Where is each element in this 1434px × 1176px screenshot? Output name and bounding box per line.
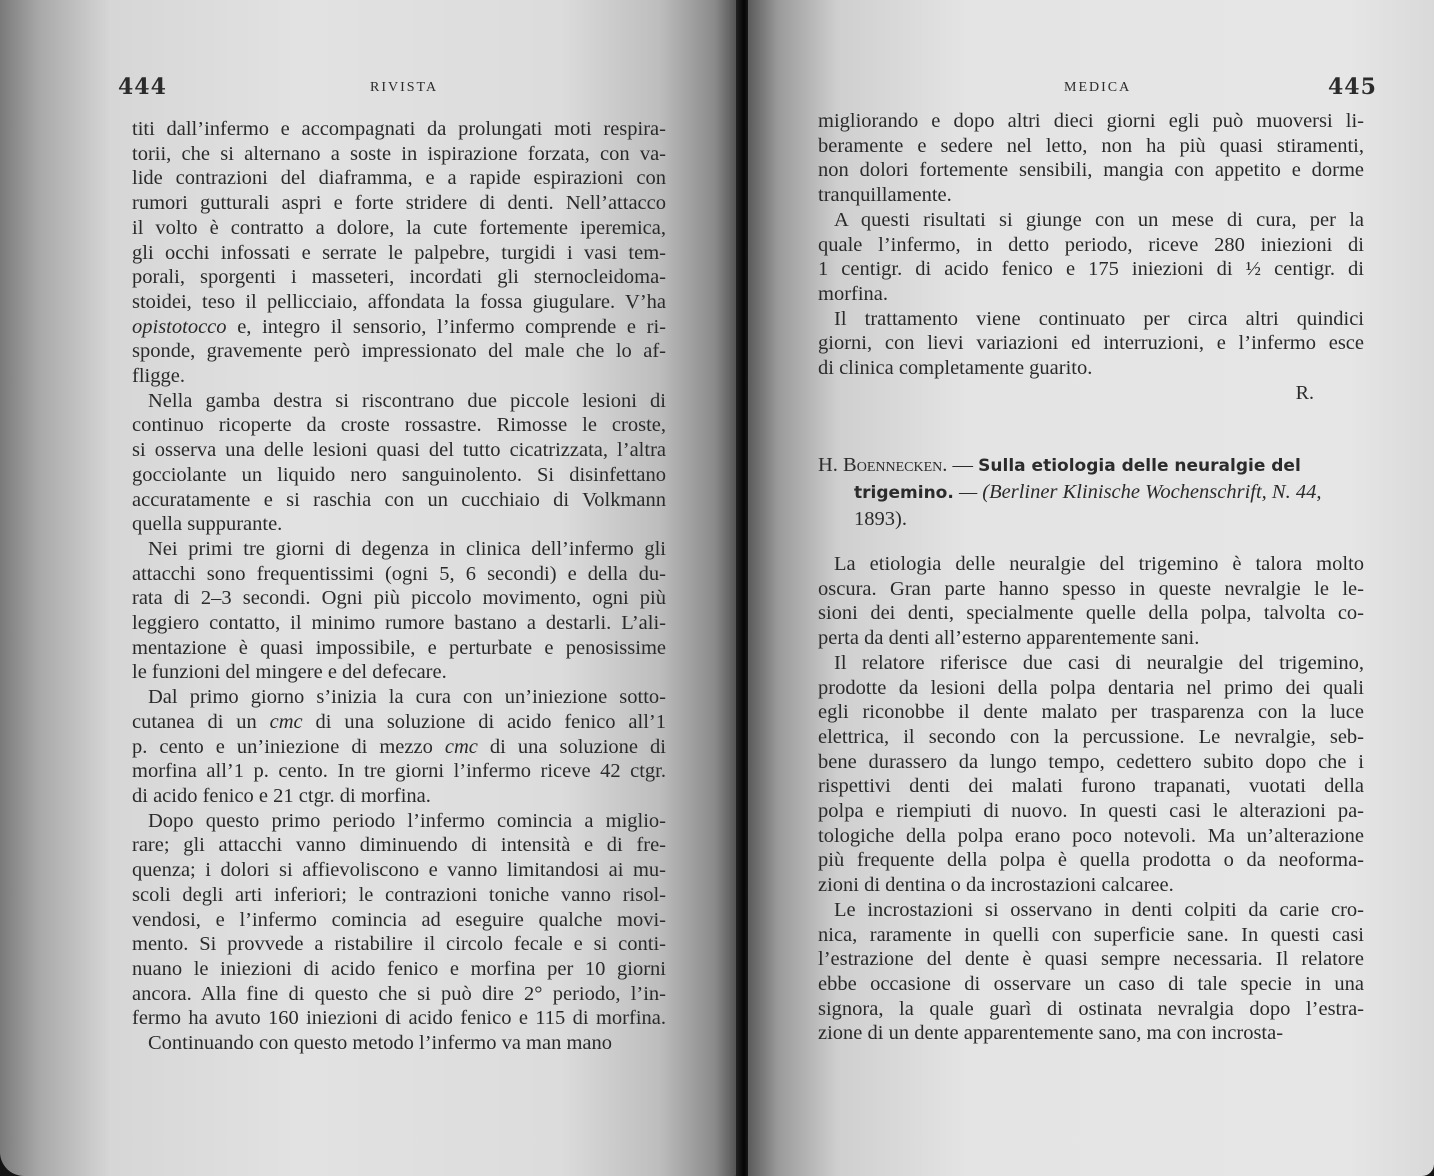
text-line: bene durassero da lungo tempo, cedettero subito dopo che i bbox=[818, 750, 1364, 773]
text-line: titi dall’infermo e accompagnati da prolungati moti respira- bbox=[132, 118, 666, 140]
running-head-left: RIVISTA bbox=[370, 80, 439, 95]
text-line: porali, sporgenti i masseteri, incordati gli sternocleidoma- bbox=[132, 266, 666, 289]
text-line: mentazione è quasi impossibile, e perturbate e penosissime bbox=[132, 636, 666, 659]
text-line: l’estrazione del dente è quasi sempre necessaria. Il relatore bbox=[818, 948, 1364, 971]
text-line: gocciolante un liquido nero sanguinolento. Si disinfettano bbox=[132, 463, 666, 486]
reference-line-2 bbox=[818, 479, 1364, 506]
text-line: signora, la quale guarì di ostinata nevralgia dopo l’estra- bbox=[818, 997, 1364, 1020]
text-line: opistotocco e, integro il sensorio, l’infermo comprende e ri- bbox=[132, 315, 666, 338]
reference-title-part2: trigemino. bbox=[854, 483, 954, 503]
text-line: non dolori fortemente sensibili, mangia con appetito e dorme bbox=[818, 159, 1364, 182]
text-line: zioni di dentina o da incrostazioni calcaree. bbox=[818, 874, 1174, 897]
text-line: nica, raramente in quelli con superficie sane. In questi casi bbox=[818, 923, 1364, 946]
text-line: rare; gli attacchi vanno diminuendo di intensità e di fre- bbox=[132, 834, 666, 857]
text-line: tologiche della polpa erano poco notevoli. Ma un’alterazione bbox=[818, 824, 1364, 847]
text-line: di clinica completamente guarito. bbox=[818, 357, 1093, 380]
text-line: zione di un dente apparentemente sano, ma con incrosta- bbox=[818, 1022, 1284, 1045]
text-line: ancora. Alla fine di questo che si può dire 2° periodo, l’in- bbox=[132, 982, 666, 1005]
running-head-right: MEDICA bbox=[1064, 80, 1132, 95]
right-body-text bbox=[818, 552, 1364, 1046]
reference-title-part1: Sulla etiologia delle neuralgie del bbox=[978, 456, 1301, 476]
text-line: beramente e sedere nel letto, non ha più quasi stiramenti, bbox=[818, 134, 1364, 157]
text-line: vendosi, e l’infermo comincia ad eseguire qualche movi- bbox=[132, 908, 666, 931]
reference-year: 1893). bbox=[854, 508, 907, 530]
text-line: fermo ha avuto 160 iniezioni di acido fenico e 115 di morfina. bbox=[132, 1007, 666, 1030]
text-line: fligge. bbox=[132, 365, 185, 388]
text-line: egli riconobbe il dente malato per trasparenza con la luce bbox=[818, 701, 1364, 724]
text-line: Il relatore riferisce due casi di neuralgie del trigemino, bbox=[834, 651, 1364, 674]
left-body-text bbox=[132, 117, 666, 1056]
text-line: Le incrostazioni si osservano in denti colpiti da carie cro- bbox=[834, 898, 1364, 921]
text-line: quella suppurante. bbox=[132, 513, 283, 536]
text-line: Il trattamento viene continuato per circa altri quindici bbox=[834, 307, 1364, 330]
text-line: Dopo questo primo periodo l’infermo comincia a miglio- bbox=[148, 809, 666, 832]
text-line: elettrica, il secondo con la percussione. Le nevralgie, seb- bbox=[818, 725, 1364, 748]
signature: R. bbox=[1295, 382, 1314, 404]
text-line: nuano le iniezioni di acido fenico e morfina per 10 giorni bbox=[132, 957, 666, 980]
text-line: scoli degli arti inferiori; le contrazioni toniche vanno risol- bbox=[132, 883, 666, 906]
text-line: 1 centigr. di acido fenico e 175 iniezioni di ½ centigr. di bbox=[818, 258, 1364, 281]
text-line: quenza; i dolori si affievoliscono e vanno limitandosi ai mu- bbox=[132, 859, 666, 882]
text-line: Nella gamba destra si riscontrano due piccole lesioni di bbox=[148, 389, 666, 412]
text-line: accuratamente e si raschia con un cucchiaio di Volkmann bbox=[132, 488, 666, 511]
text-line: Dal primo giorno s’inizia la cura con un’iniezione sotto- bbox=[148, 686, 666, 709]
article-reference bbox=[818, 452, 1364, 532]
text-line: A questi risultati si giunge con un mese di cura, per la bbox=[834, 208, 1364, 231]
text-line: Nei primi tre giorni di degenza in clinica dell’infermo gli bbox=[148, 537, 666, 560]
text-line: morfina all’1 p. cento. In tre giorni l’infermo riceve 42 ctgr. bbox=[132, 760, 666, 783]
text-line: prodotte da lesioni della polpa dentaria nel primo dei quali bbox=[818, 676, 1364, 699]
right-page bbox=[748, 0, 1434, 1176]
text-line: attacchi sono frequentissimi (ogni 5, 6 secondi) e della du- bbox=[132, 562, 666, 585]
text-line: rispettivi denti dei malati furono trapanati, vuotati della bbox=[818, 775, 1364, 798]
text-line: di acido fenico e 21 ctgr. di morfina. bbox=[132, 784, 431, 807]
text-line: il volto è contratto a dolore, la cute fortemente iperemica, bbox=[132, 216, 666, 239]
text-line: torii, che si alternano a soste in ispirazione forzata, con va- bbox=[132, 142, 666, 165]
text-line: polpa e riempiuti di nuovo. In questi casi le alterazioni pa- bbox=[818, 800, 1364, 823]
text-line: stoidei, teso il pellicciaio, affondata la fossa giugulare. V’ha bbox=[132, 290, 666, 313]
text-line: sioni dei denti, specialmente quelle della polpa, talvolta co- bbox=[818, 602, 1364, 625]
text-line: oscura. Gran parte hanno spesso in queste nevralgie le le- bbox=[818, 577, 1364, 600]
text-line: morfina. bbox=[818, 282, 889, 305]
text-line: La etiologia delle neuralgie del trigemino è talora molto bbox=[834, 553, 1364, 575]
text-line: ebbe occasione di osservare un caso di tale specie in una bbox=[818, 972, 1364, 995]
text-line: gli occhi infossati e serrate le palpebre, turgidi i vasi tem- bbox=[132, 241, 666, 264]
reference-source: — (Berliner Klinische Wochenschrift, N. 44, bbox=[953, 481, 1322, 503]
text-line: Continuando con questo metodo l’infermo va man mano bbox=[148, 1032, 613, 1055]
text-line: sponde, gravemente però impressionato del male che lo af- bbox=[132, 340, 666, 363]
text-line: rumori gutturali aspri e forte stridere di denti. Nell’attacco bbox=[132, 192, 666, 215]
right-top-text bbox=[818, 109, 1364, 381]
page-number-left: 444 bbox=[118, 74, 167, 100]
text-line: cutanea di un cmc di una soluzione di acido fenico all’1 bbox=[132, 710, 666, 733]
text-line: rata di 2–3 secondi. Ogni più piccolo movimento, ogni più bbox=[132, 587, 666, 610]
text-line: quale l’infermo, in detto periodo, riceve 280 iniezioni di bbox=[818, 233, 1364, 256]
text-line: continuo ricoperte da croste rossastre. Rimosse le croste, bbox=[132, 414, 666, 437]
text-line: tranquillamente. bbox=[818, 184, 952, 207]
text-line: p. cento e un’iniezione di mezzo cmc di una soluzione di bbox=[132, 735, 666, 758]
reference-author: H. Boennecken. — bbox=[818, 454, 979, 476]
text-line: mento. Si provvede a ristabilire il circolo fecale e si conti- bbox=[132, 933, 666, 956]
text-line: giorni, con lievi variazioni ed interruzioni, e l’infermo esce bbox=[818, 332, 1364, 355]
text-line: si osserva una delle lesioni quasi del tutto cicatrizzata, l’altra bbox=[132, 439, 666, 462]
text-line: migliorando e dopo altri dieci giorni egli può muoversi li- bbox=[818, 110, 1364, 132]
reference-line-1 bbox=[818, 452, 1364, 479]
page-number-right: 445 bbox=[1328, 74, 1377, 100]
text-line: più frequente della polpa è quella prodotta o da neoforma- bbox=[818, 849, 1364, 872]
text-line: lide contrazioni del diaframma, e a rapide espirazioni con bbox=[132, 167, 666, 190]
text-line: leggiero contatto, il minimo rumore bastano a destarli. L’ali- bbox=[132, 612, 666, 635]
text-line: le funzioni del mingere e del defecare. bbox=[132, 661, 447, 684]
text-line: perta da denti all’esterno apparentemente sani. bbox=[818, 627, 1200, 650]
